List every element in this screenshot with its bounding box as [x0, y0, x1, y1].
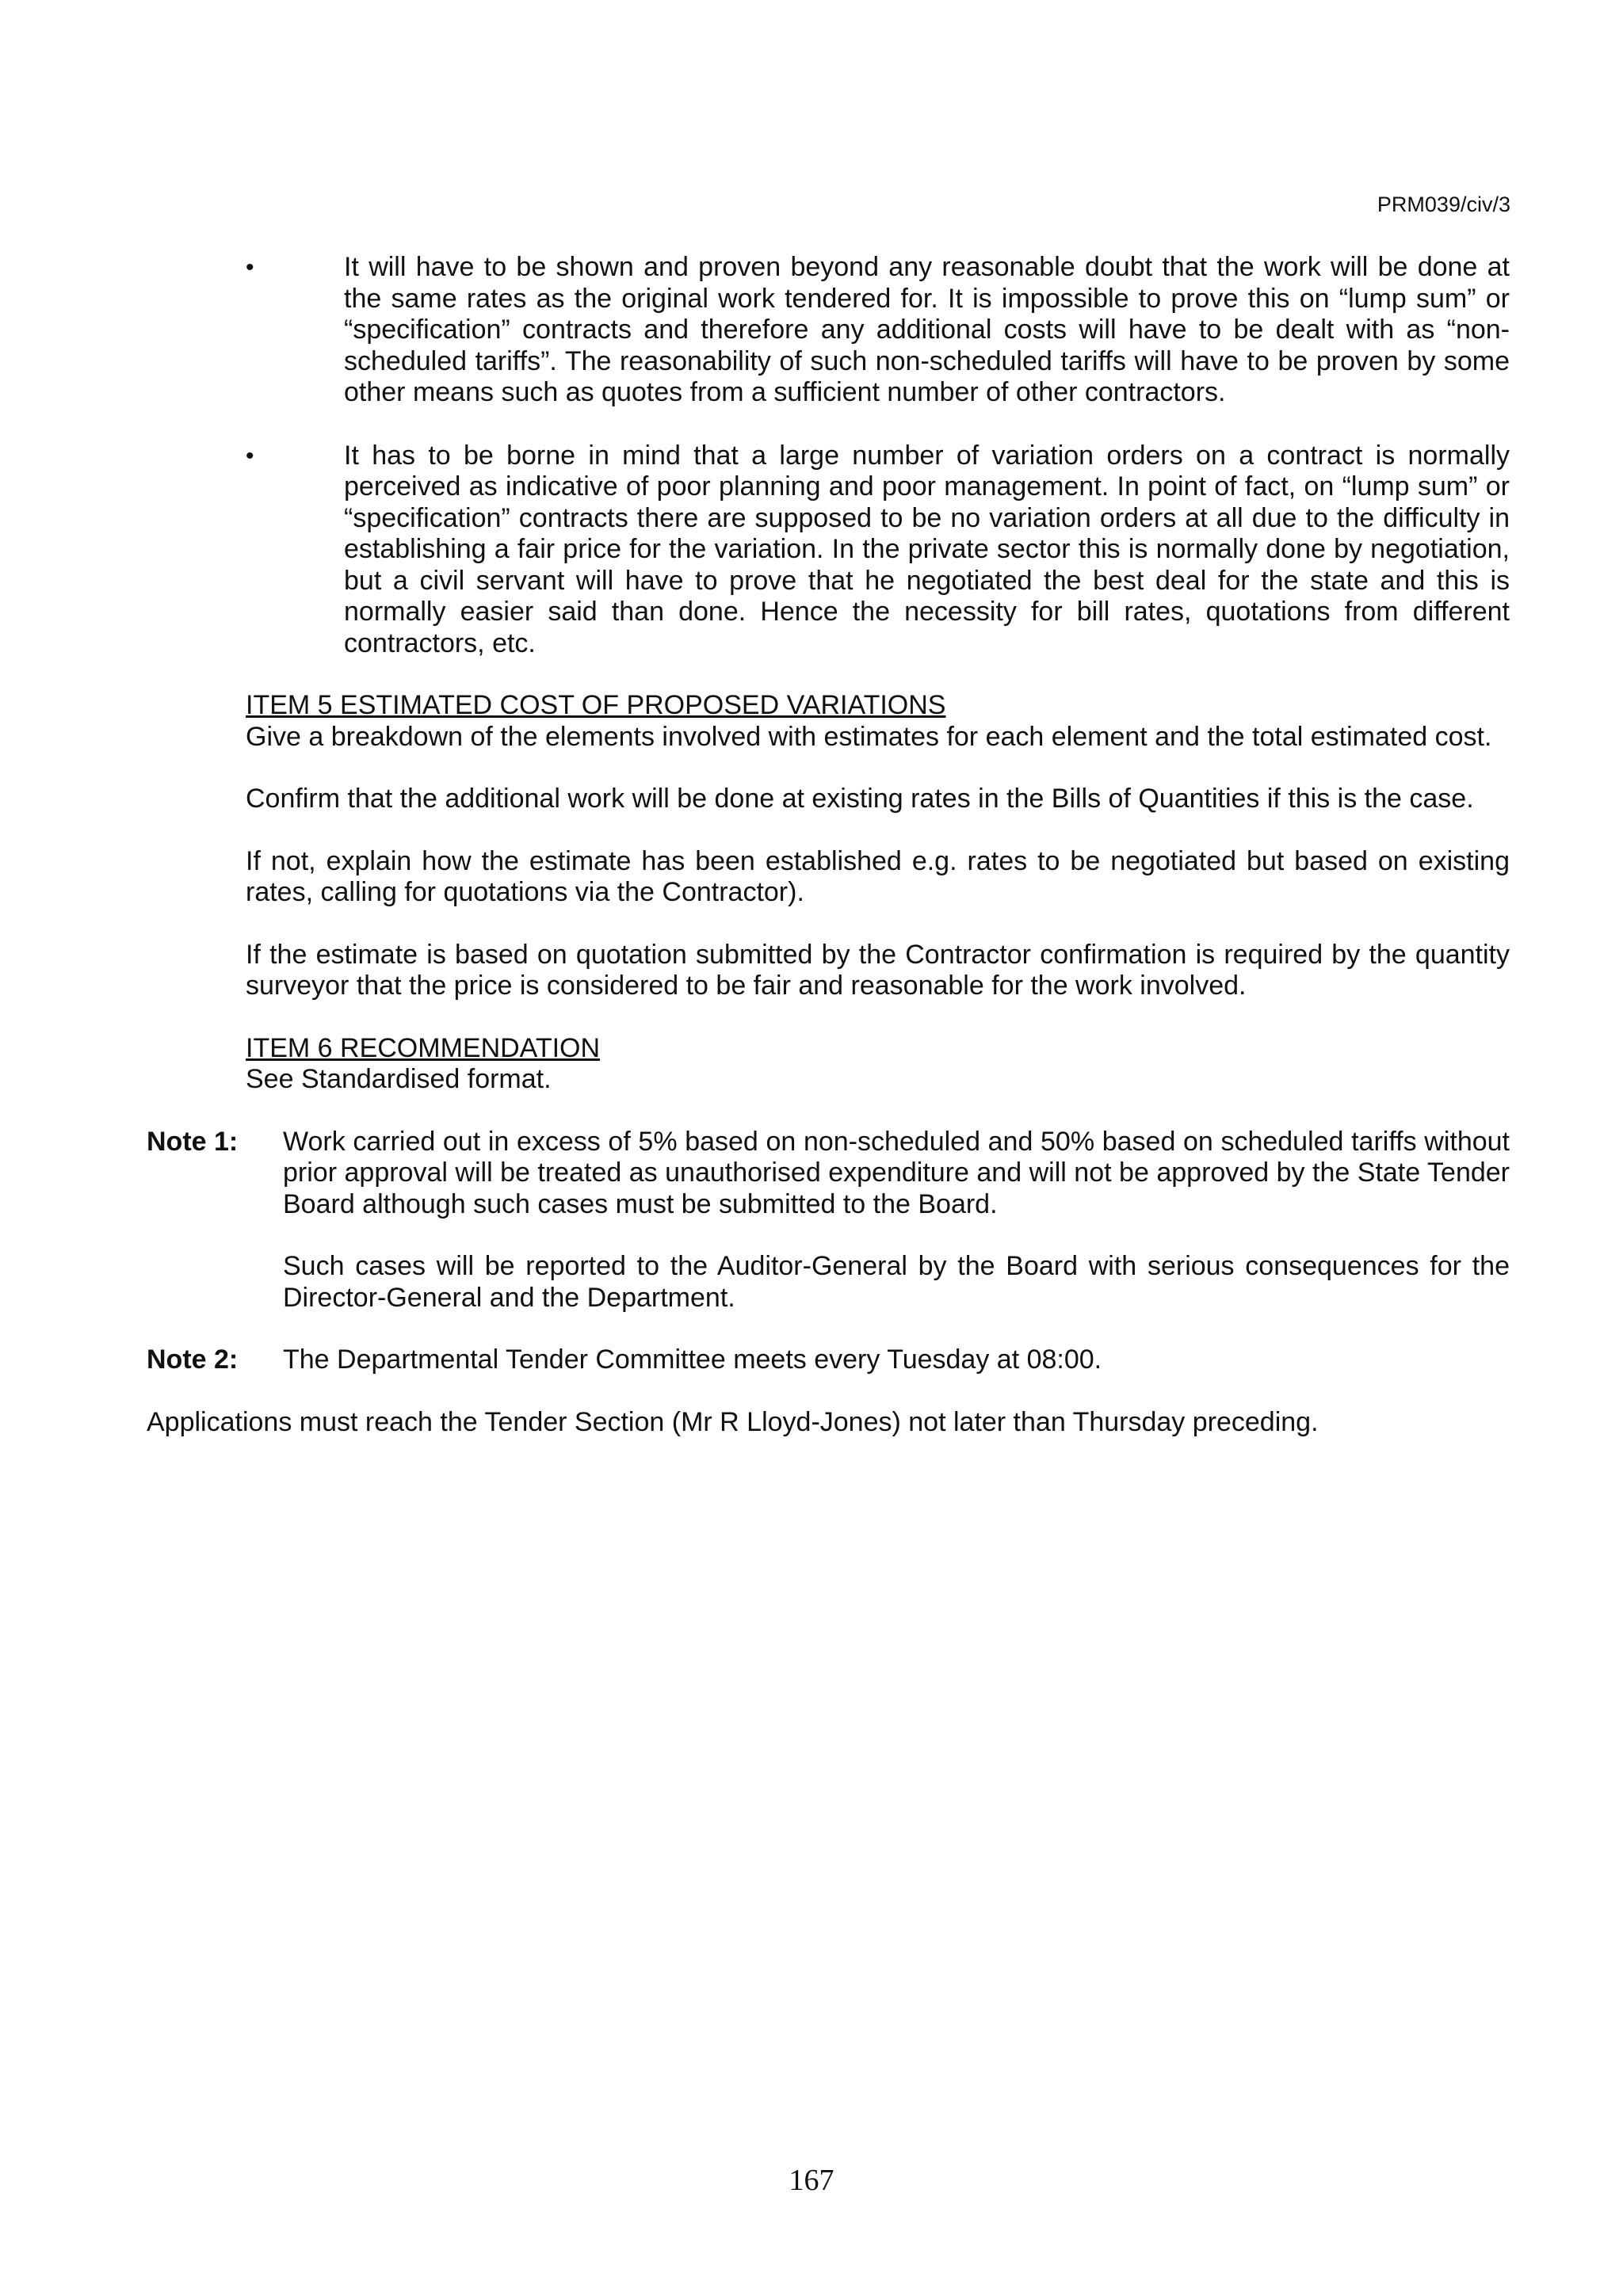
page-number: 167 [789, 2164, 834, 2197]
bullet-item [246, 441, 1510, 660]
item5-heading: ITEM 5 ESTIMATED COST OF PROPOSED VARIATIONS [246, 690, 946, 720]
note-1 [147, 1127, 1510, 1314]
item5-paragraph: Confirm that the additional work will be done at existing rates in the Bills of Quantities if this is the case. [246, 784, 1474, 814]
note-label: Note 2: [147, 1344, 239, 1375]
closing-text: Applications must reach the Tender Section (Mr R Lloyd-Jones) not later than Thursday preceding. [147, 1406, 1319, 1437]
note-2 [147, 1344, 1510, 1376]
document-body [147, 252, 1510, 1438]
note-paragraph: The Departmental Tender Committee meets every Tuesday at 08:00. [283, 1344, 1102, 1375]
bullet-text: It has to be borne in mind that a large number of variation orders on a contract is normally perceived as indicative of poor planning and poor management. In point of fact, on “lump sum” or “specification” contracts there are supposed to be no variation orders at all due to the difficulty in establishing a fair price for the variation. In the private sector this is normally done by negotiation, but a civil servant will have to prove that he negotiated the best deal for the state and this is normally easier said than done. Hence the necessity for bill rates, quotations from different contractors, etc. [344, 440, 1510, 658]
item6-heading: ITEM 6 RECOMMENDATION [246, 1032, 601, 1063]
item5-paragraph: Give a breakdown of the elements involved with estimates for each element and the total estimated cost. [246, 721, 1492, 752]
item6-section [246, 1033, 1510, 1096]
bullet-text: It will have to be shown and proven beyond any reasonable doubt that the work will be done at the same rates as the original work tendered for. It is impossible to prove this on “lump sum” or “specification” contracts and therefore any additional costs will have to be dealt with as “non-scheduled tariffs”. The reasonability of such non-scheduled tariffs will have to be proven by some other means such as quotes from a sufficient number of other contractors. [344, 252, 1510, 407]
note-label: Note 1: [147, 1126, 239, 1157]
bullet-icon: • [246, 442, 254, 469]
document-reference: PRM039/civ/3 [1377, 193, 1510, 216]
bullet-icon: • [246, 254, 254, 280]
item5-section [246, 690, 1510, 1002]
bullet-item [246, 252, 1510, 409]
item5-paragraph: If the estimate is based on quotation submitted by the Contractor confirmation is required by the quantity surveyor that the price is considered to be fair and reasonable for the work involved. [246, 939, 1510, 1001]
item6-text: See Standardised format. [246, 1064, 552, 1094]
note-paragraph: Such cases will be reported to the Auditor-General by the Board with serious consequences for the Director-General and the Department. [283, 1251, 1510, 1313]
item5-paragraph: If not, explain how the estimate has been established e.g. rates to be negotiated but based on existing rates, calling for quotations via the Contractor). [246, 845, 1510, 907]
note-paragraph: Work carried out in excess of 5% based on non-scheduled and 50% based on scheduled tariffs without prior approval will be treated as unauthorised expenditure and will not be approved by the State Tender Board although such cases must be submitted to the Board. [283, 1126, 1510, 1219]
